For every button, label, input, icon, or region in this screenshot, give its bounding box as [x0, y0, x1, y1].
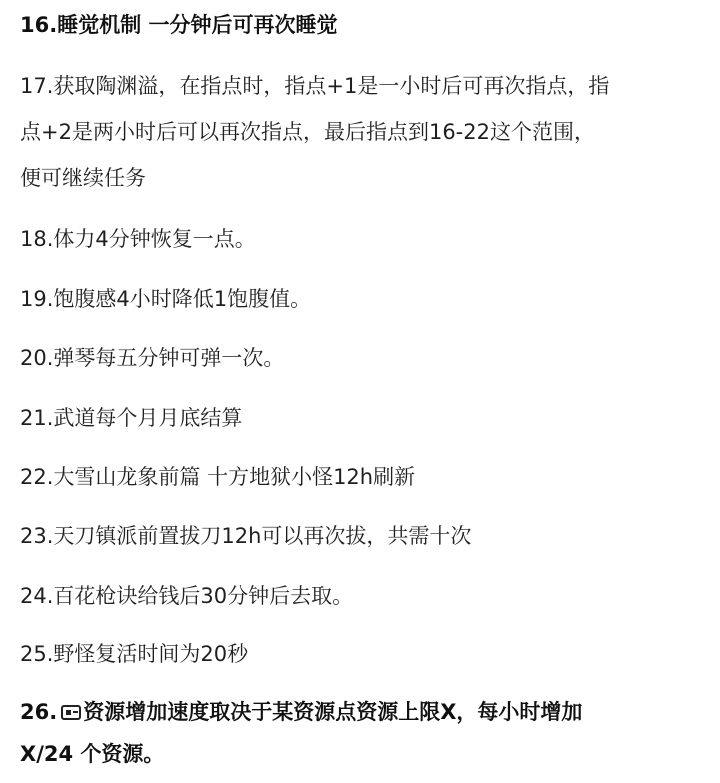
rule-25: 25.野怪复活时间为20秒	[20, 642, 249, 666]
rule-26-line-1	[20, 698, 706, 727]
rule-23: 23.天刀镇派前置拔刀12h可以再次拔，共需十次	[20, 524, 472, 548]
rule-17-line-3: 便可继续任务	[20, 166, 146, 190]
rule-19: 19.饱腹感4小时降低1饱腹值。	[20, 287, 312, 311]
rule-22: 22.大雪山龙象前篇 十方地狱小怪12h刷新	[20, 465, 416, 489]
rule-26-text: 资源增加速度取决于某资源点资源上限X，每小时增加	[83, 700, 583, 724]
rule-17-line-1: 17.获取陶渊溢，在指点时，指点+1是一小时后可再次指点，指	[20, 74, 610, 98]
rule-26-line-2: X/24 个资源。	[20, 742, 165, 766]
rule-17-line-2: 点+2是两小时后可以再次指点，最后指点到16-22这个范围，	[20, 120, 595, 144]
rule-20: 20.弹琴每五分钟可弹一次。	[20, 346, 285, 370]
rule-18: 18.体力4分钟恢复一点。	[20, 227, 256, 251]
rule-24: 24.百花枪诀给钱后30分钟后去取。	[20, 584, 354, 608]
rule-26-prefix: 26.	[20, 700, 58, 724]
rule-21: 21.武道每个月月底结算	[20, 406, 243, 430]
resource-badge-icon	[61, 705, 81, 720]
rule-16: 16.睡觉机制 一分钟后可再次睡觉	[20, 13, 338, 37]
